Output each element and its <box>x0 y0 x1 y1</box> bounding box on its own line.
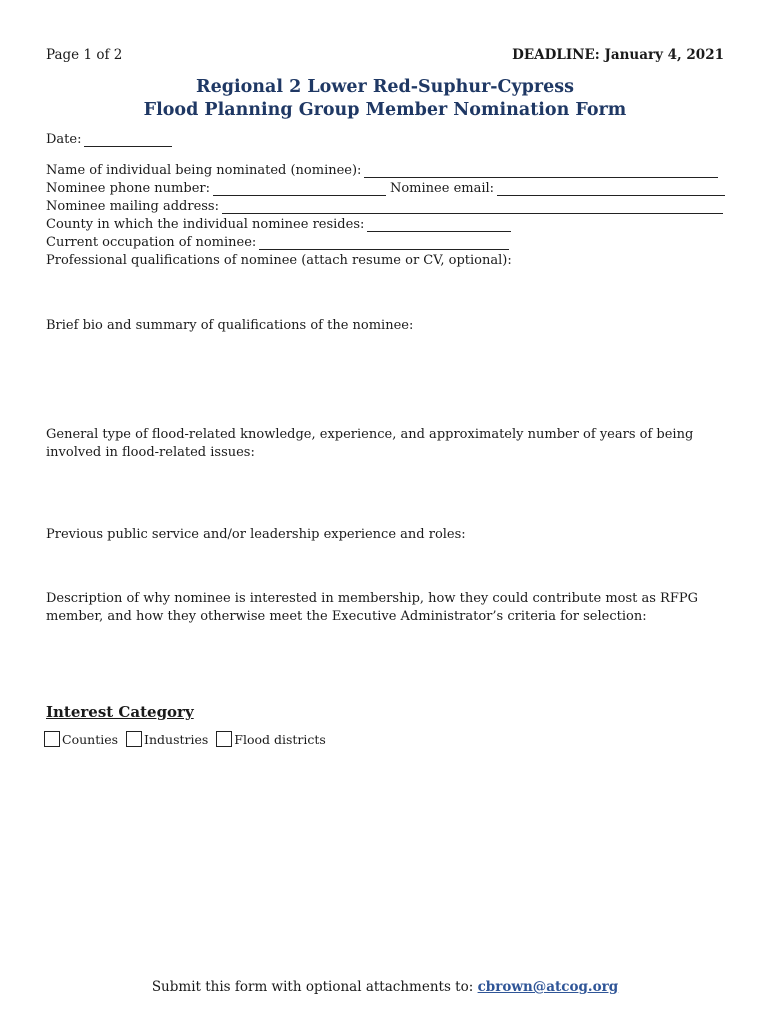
checkbox-flood-districts[interactable] <box>216 731 232 747</box>
occupation-label: Current occupation of nominee: <box>46 235 257 250</box>
email-label: Nominee email: <box>389 181 495 196</box>
phone-field[interactable] <box>213 183 386 196</box>
date-row <box>46 132 172 147</box>
email-field[interactable] <box>497 183 725 196</box>
checkbox-counties[interactable] <box>44 731 60 747</box>
occupation-field[interactable] <box>259 237 509 250</box>
nominee-name-row <box>46 163 718 178</box>
county-row <box>46 217 511 232</box>
county-field[interactable] <box>367 219 511 232</box>
mailing-address-row <box>46 199 723 214</box>
checkbox-counties-label: Counties <box>62 731 119 747</box>
phone-label: Nominee phone number: <box>46 181 210 196</box>
checkbox-industries[interactable] <box>126 731 142 747</box>
checkbox-industries-label: Industries <box>144 731 209 747</box>
date-label: Date: <box>46 132 82 147</box>
interest-category-heading: Interest Category <box>46 703 194 721</box>
form-title-line-1: Regional 2 Lower Red-Suphur-Cypress <box>196 77 574 97</box>
checkbox-flood-districts-label: Flood districts <box>234 731 326 747</box>
email-link[interactable]: cbrown@atcog.org <box>477 979 619 995</box>
nominee-name-field[interactable] <box>364 165 718 178</box>
occupation-row <box>46 235 509 250</box>
county-label: County in which the individual nominee resides: <box>46 217 365 232</box>
bio-question: Brief bio and summary of qualifications of the nominee: <box>46 318 414 333</box>
qualifications-row <box>46 253 512 268</box>
deadline: DEADLINE: January 4, 2021 <box>512 47 724 63</box>
date-field[interactable] <box>84 134 172 147</box>
submission-footer <box>0 979 770 995</box>
mailing-address-field[interactable] <box>222 201 723 214</box>
flood-knowledge-question: General type of flood-related knowledge, experience, and approximately number of years of being involved in flood-related issues: <box>46 427 694 460</box>
contact-row <box>46 181 725 196</box>
interest-description-question: Description of why nominee is interested in membership, how they could contribute most as RFPG member, and how they otherwise meet the Executive Administrator’s criteria for selection: <box>46 591 698 624</box>
qualifications-label: Professional qualifications of nominee (attach resume or CV, optional): <box>46 253 512 268</box>
public-service-question: Previous public service and/or leadership experience and roles: <box>46 527 466 542</box>
page-number: Page 1 of 2 <box>46 47 123 63</box>
form-title-line-2: Flood Planning Group Member Nomination Form <box>143 100 627 120</box>
mailing-address-label: Nominee mailing address: <box>46 199 219 214</box>
nominee-name-label: Name of individual being nominated (nominee): <box>46 163 362 178</box>
interest-category-options <box>44 731 326 747</box>
footer-text: Submit this form with optional attachments to: <box>151 979 478 995</box>
